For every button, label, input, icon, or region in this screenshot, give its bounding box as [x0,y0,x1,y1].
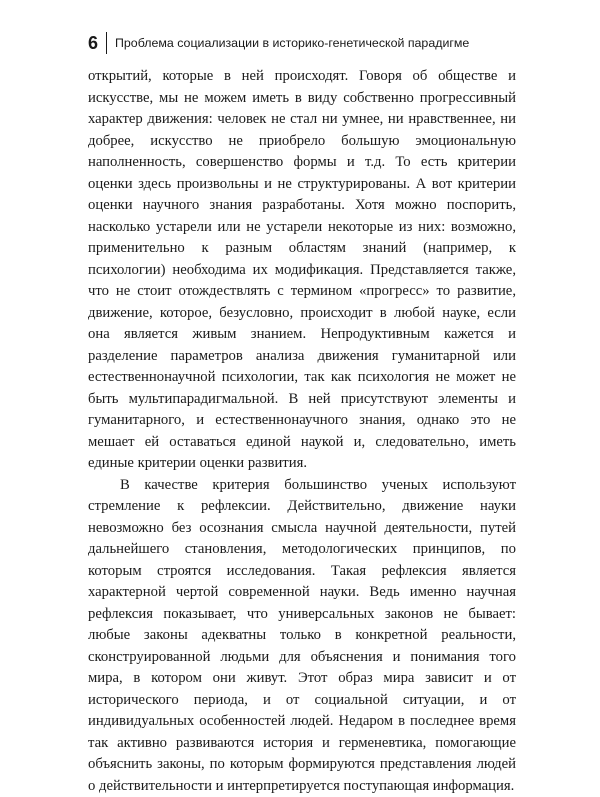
running-title: Проблема социализации в историко-генетической парадигме [107,32,469,54]
page-header [88,32,528,54]
page-number: 6 [88,32,107,54]
body-text [88,66,516,797]
paragraph-reflection: В качестве критерия большинство ученых используют стремление к рефлексии. Действительно, движение науки невозможно без осознания смысла научной деятельности, путей дальнейшего становления, методологических принципов, по которым строятся исследования. Такая рефлексия является характерной чертой современной науки. Ведь именно научная рефлексия показывает, что универсальных законов не бывает: любые законы адекватны только в конкретной реальности, сконструированной людьми для объяснения и понимания того мира, в котором они живут. Этот образ мира зависит и от исторического периода, и от социальной ситуации, и от индивидуальных особенностей людей. Недаром в последнее время так активно развиваются история и герменевтика, помогающие объяснить законы, по которым формируются представления людей о действительности и интерпретируется поступающая информация. [88,475,516,797]
paragraph-continuation: открытий, которые в ней происходят. Говоря об обществе и искусстве, мы не можем иметь в виду собственно прогрессивный характер движения: человек не стал ни умнее, ни нравственнее, ни добрее, искусство не приобрело большую эмоциональную наполненность, совершенство формы и т.д. То есть критерии оценки здесь произвольны и не структурированы. А вот критерии оценки научного знания разработаны. Хотя можно поспорить, насколько устарели или не устарели некоторые из них: возможно, применительно к разным областям знаний (например, к психологии) необходима их модификация. Представляется также, что не стоит отождествлять с термином «прогресс» то развитие, движение, которое, безусловно, происходит в любой науке, если она является живым знанием. Непродуктивным кажется и разделение параметров анализа движения гуманитарной или естественнонаучной психологии, так как психология не может не быть мультипарадигмальной. В ней присутствуют элементы и гуманитарного, и естественнонаучного знания, однако это не мешает ей оставаться единой наукой и, следовательно, иметь единые критерии оценки развития. [88,66,516,475]
